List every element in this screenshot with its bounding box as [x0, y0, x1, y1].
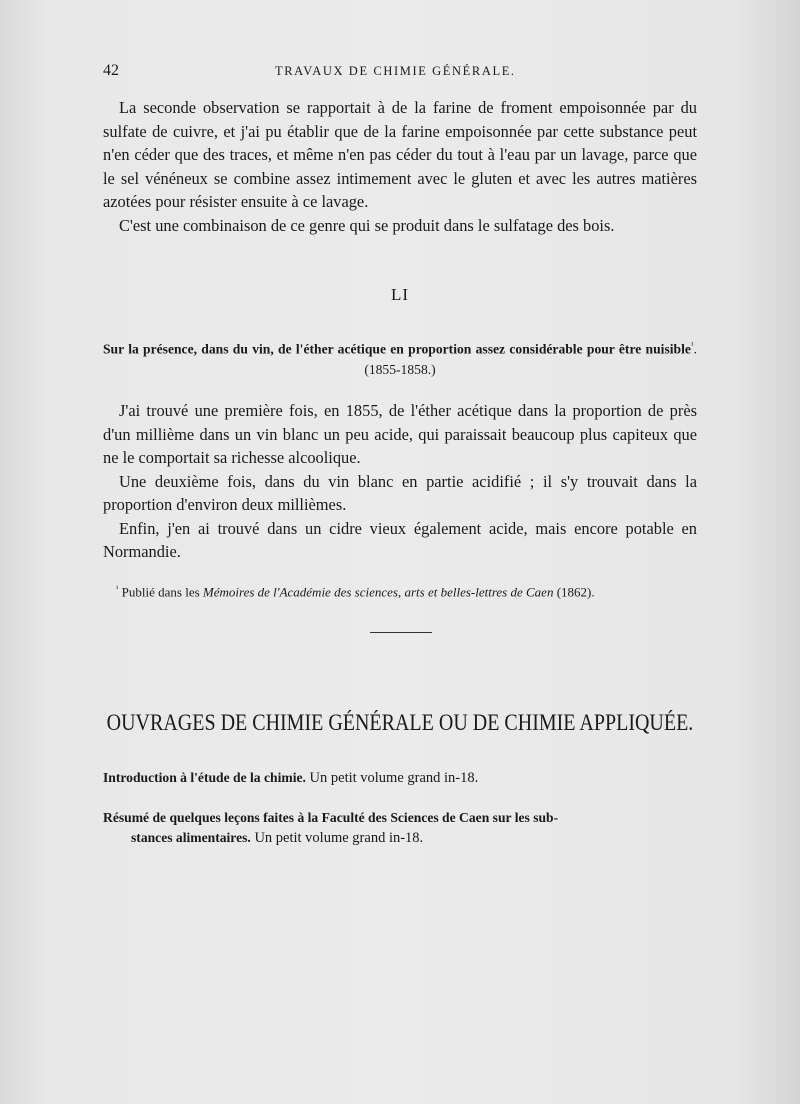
article-title-text: Sur la présence, dans du vin, de l'éther acétique en proportion assez considérable pour être nuisible — [103, 341, 691, 357]
works-entry-continuation — [103, 828, 697, 848]
page-header — [103, 62, 695, 82]
works-entry-title-line2: stances alimentaires. — [131, 830, 251, 845]
works-heading: OUVRAGES DE CHIMIE GÉNÉRALE OU DE CHIMIE APPLIQUÉE. — [106, 710, 694, 736]
works-entry-title: Introduction à l'étude de la chimie. — [103, 770, 306, 785]
footnote-lead: Publié dans les — [118, 584, 203, 600]
works-entry — [103, 768, 697, 788]
section-numeral: LI — [390, 285, 410, 304]
footnote-mark: ¹ — [116, 584, 119, 593]
footnote — [116, 584, 696, 600]
paragraph: Enfin, j'en ai trouvé dans un cidre vieux également acide, mais encore potable en Normandie. — [103, 518, 697, 561]
works-entry — [103, 808, 697, 848]
separator-rule — [370, 632, 432, 633]
article-title — [103, 335, 697, 380]
footnote-year: (1862). — [553, 584, 595, 600]
page-number: 42 — [103, 62, 119, 79]
footnote-journal: Mémoires de l'Académie des sciences, arts et belles-lettres de Caen — [202, 584, 554, 600]
paragraph: C'est une combinaison de ce genre qui se produit dans le sulfatage des bois. — [119, 215, 615, 235]
running-head: TRAVAUX DE CHIMIE GÉNÉRALE. — [275, 64, 516, 78]
text-block-b — [103, 399, 697, 564]
works-entry-desc: Un petit volume grand in-18. — [250, 830, 424, 846]
text-block-a — [103, 96, 697, 237]
paragraph: Une deuxième fois, dans du vin blanc en partie acidifié ; il s'y trouvait dans la proportion d'environ deux millièmes. — [103, 471, 697, 514]
article-dates: . (1855-1858.) — [364, 341, 697, 377]
paragraph: J'ai trouvé une première fois, en 1855, de l'éther acétique dans la proportion de près d'un millième dans un vin blanc un peu acide, qui paraissait beaucoup plus capiteux que ne le comportait sa richesse alcoolique. — [103, 401, 697, 467]
footnote-mark: ¹ — [690, 340, 694, 350]
works-entry-desc: Un petit volume grand in-18. — [305, 770, 479, 786]
paragraph: La seconde observation se rapportait à de la farine de froment empoisonnée par du sulfate de cuivre, et j'ai pu établir que de la farine empoisonnée par cette substance peut n'en céder que des traces, et même n'en pas céder du tout à l'eau par un lavage, parce que le sel vénéneux se combine assez intimement avec le gluten et avec les autres matières azotées pour résister ensuite à ce lavage. — [103, 98, 697, 211]
works-entry-title-line1: Résumé de quelques leçons faites à la Faculté des Sciences de Caen sur les sub- — [103, 810, 559, 825]
